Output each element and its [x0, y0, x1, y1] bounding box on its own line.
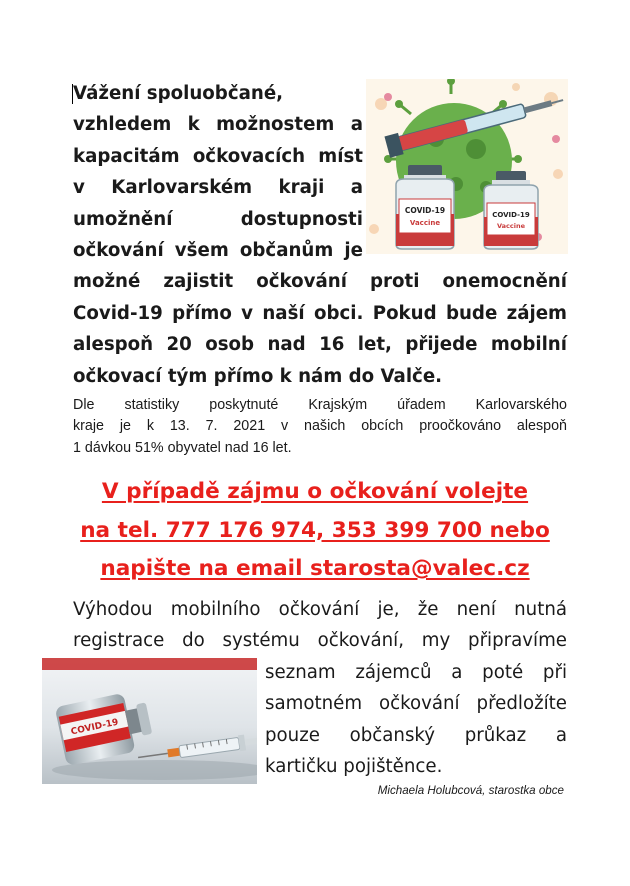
text-line: očkování všem občanům je	[73, 240, 363, 262]
vaccine-vial-photo	[42, 658, 257, 784]
vial-sublabel: Vaccine	[409, 219, 441, 227]
vial-label: COVID-19	[492, 211, 530, 219]
contact-line: na tel. 777 176 974, 353 399 700 nebo	[80, 517, 550, 543]
vial-syringe-icon	[42, 658, 257, 784]
text-line: Dle statistiky poskytnuté Krajským úřadem Karlovarského	[73, 397, 567, 413]
text-line: Vážení spoluobčané,	[73, 83, 284, 104]
contact-callout	[0, 473, 630, 589]
text-line: očkovací tým přímo k nám do Valče.	[73, 365, 443, 387]
text-line: možné zajistit očkování proti onemocnění	[73, 271, 567, 293]
statistics-paragraph	[73, 395, 567, 459]
covid-vaccine-illustration	[366, 79, 568, 254]
text-line: samotném očkování předložíte	[265, 693, 567, 715]
contact-line: napište na email starosta@valec.cz	[100, 556, 530, 581]
signature: Michaela Holubcová, starostka obce	[377, 784, 564, 797]
text-line: vzhledem k možnostem a	[73, 114, 363, 136]
vial-left	[396, 165, 454, 249]
text-line: v Karlovarském kraji a	[73, 177, 363, 199]
vial-right	[484, 171, 538, 249]
vial-sublabel: Vaccine	[496, 222, 526, 230]
text-line: umožnění dostupnosti	[73, 208, 363, 230]
text-line: pouze občanský průkaz a	[265, 724, 567, 746]
text-line: 1 dávkou 51% obyvatel nad 16 let.	[73, 439, 292, 456]
text-line: kraje je k 13. 7. 2021 v našich obcích proočkováno alespoň	[73, 418, 567, 435]
text-line: seznam zájemců a poté při	[265, 661, 567, 683]
text-line: kartičku pojištěnce.	[265, 756, 443, 778]
vial-label: COVID-19	[70, 717, 120, 738]
text-line: registrace do systému očkování, my připravíme	[73, 630, 567, 652]
text-line: Covid-19 přímo v naší obci. Pokud bude zájem	[73, 302, 567, 324]
text-line: alespoň 20 osob nad 16 let, přijede mobilní	[73, 334, 567, 356]
virus-vaccine-icon	[366, 79, 568, 254]
contact-line: V případě zájmu o očkování volejte	[101, 479, 529, 504]
text-line: kapacitám očkovacích míst	[73, 145, 363, 167]
text-line: Výhodou mobilního očkování je, že není nutná	[73, 599, 567, 620]
vial-label: COVID-19	[404, 206, 446, 215]
